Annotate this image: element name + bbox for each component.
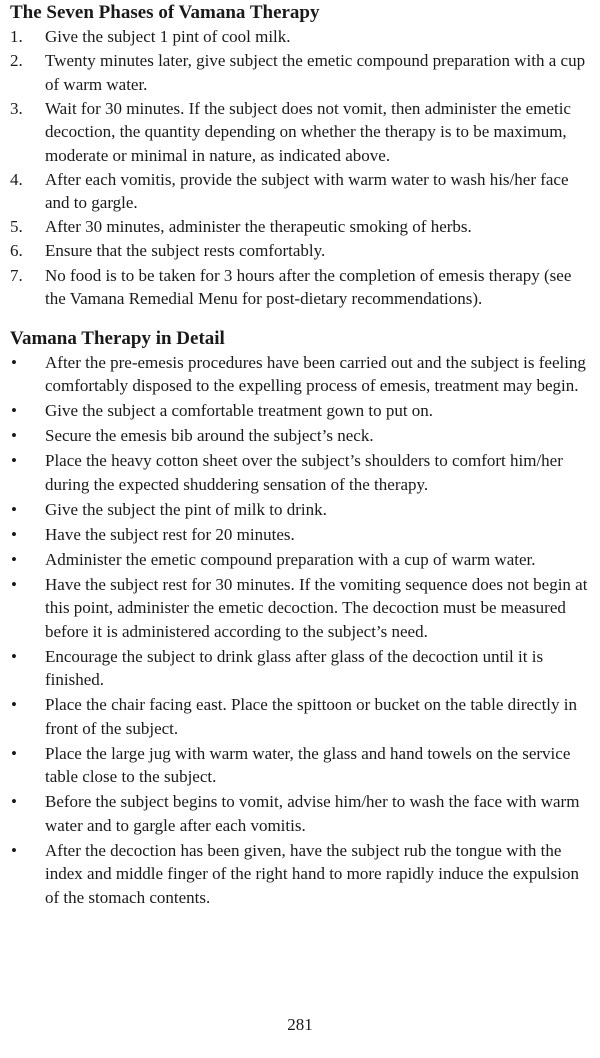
phase-number: 2. xyxy=(10,51,23,71)
detail-item xyxy=(10,424,596,448)
bullet-icon: • xyxy=(11,743,17,763)
bullet-icon: • xyxy=(11,840,17,860)
detail-text: Secure the emesis bib around the subject’s neck. xyxy=(45,426,374,446)
bullet-icon: • xyxy=(11,549,17,569)
phase-item xyxy=(10,97,596,168)
phase-text: Twenty minutes later, give subject the emetic compound preparation with a cup of warm water. xyxy=(45,51,586,94)
detail-item xyxy=(10,693,596,740)
phase-text: No food is to be taken for 3 hours after the completion of emesis therapy (see the Vamana Remedial Menu for post-dietary recommendations). xyxy=(45,265,572,309)
detail-text: Place the large jug with warm water, the glass and hand towels on the service table close to the subject. xyxy=(45,743,571,787)
phase-text: Give the subject 1 pint of cool milk. xyxy=(45,27,291,46)
phase-number: 3. xyxy=(10,98,23,118)
phase-text: After 30 minutes, administer the therapeutic smoking of herbs. xyxy=(45,217,472,237)
bullet-icon: • xyxy=(11,646,17,666)
phase-text: After each vomitis, provide the subject with warm water to wash his/her face and to gargle. xyxy=(45,169,569,213)
detail-text: Give the subject a comfortable treatment gown to put on. xyxy=(45,401,434,421)
phase-number: 5. xyxy=(10,217,23,237)
detail-text: Give the subject the pint of milk to drink. xyxy=(45,499,327,519)
phase-item xyxy=(10,264,596,311)
phase-number: 1. xyxy=(10,27,23,46)
detail-item xyxy=(10,645,596,692)
detail-text: Before the subject begins to vomit, advise him/her to wash the face with warm water and to gargle after each vomitis. xyxy=(45,792,580,835)
section-heading-seven-phases: The Seven Phases of Vamana Therapy xyxy=(10,2,320,23)
phase-number: 4. xyxy=(10,169,23,189)
phases-list xyxy=(10,25,596,311)
bullet-icon: • xyxy=(11,401,17,421)
detail-item xyxy=(10,498,596,522)
document-page xyxy=(10,0,596,911)
detail-item xyxy=(10,351,596,398)
phase-text: Wait for 30 minutes. If the subject does not vomit, then administer the emetic decoction, the quantity depending on whether the therapy is to be maximum, moderate or minimal in nature, as indicated above. xyxy=(45,98,571,165)
bullet-icon: • xyxy=(11,352,17,372)
bullet-icon: • xyxy=(11,499,17,519)
phase-item xyxy=(10,25,596,49)
bullet-icon: • xyxy=(11,426,17,446)
phase-item xyxy=(10,239,596,263)
detail-item xyxy=(10,573,596,644)
detail-item xyxy=(10,449,596,496)
detail-item xyxy=(10,742,596,789)
detail-text: After the pre-emesis procedures have been carried out and the subject is feeling comfortably disposed to the expelling process of emesis, treatment may begin. xyxy=(45,352,586,396)
detail-item xyxy=(10,790,596,837)
detail-list xyxy=(10,351,596,910)
detail-text: Place the chair facing east. Place the spittoon or bucket on the table directly in front of the subject. xyxy=(45,695,578,738)
detail-item xyxy=(10,399,596,423)
detail-text: Administer the emetic compound preparation with a cup of warm water. xyxy=(45,549,536,569)
detail-item xyxy=(10,548,596,572)
phase-item xyxy=(10,49,596,96)
detail-text: Have the subject rest for 30 minutes. If the vomiting sequence does not begin at this point, administer the emetic decoction. The decoction must be measured before it is administered according to the subject’s need. xyxy=(45,574,588,641)
detail-text: After the decoction has been given, have the subject rub the tongue with the index and middle finger of the right hand to more rapidly induce the expulsion of the stomach contents. xyxy=(45,840,579,907)
detail-text: Encourage the subject to drink glass after glass of the decoction until it is finished. xyxy=(45,646,544,690)
detail-item xyxy=(10,523,596,547)
bullet-icon: • xyxy=(11,451,17,471)
detail-text: Place the heavy cotton sheet over the subject’s shoulders to comfort him/her during the expected shuddering sensation of the therapy. xyxy=(45,451,563,494)
phase-item xyxy=(10,168,596,215)
detail-item xyxy=(10,839,596,910)
phase-number: 6. xyxy=(10,241,23,261)
section-heading-therapy-detail: Vamana Therapy in Detail xyxy=(10,327,225,349)
bullet-icon: • xyxy=(11,695,17,715)
page-number: 281 xyxy=(287,1015,313,1034)
bullet-icon: • xyxy=(11,792,17,812)
bullet-icon: • xyxy=(11,574,17,594)
detail-text: Have the subject rest for 20 minutes. xyxy=(45,524,295,544)
phase-text: Ensure that the subject rests comfortably. xyxy=(45,241,326,261)
bullet-icon: • xyxy=(11,524,17,544)
phase-item xyxy=(10,215,596,239)
phase-number: 7. xyxy=(10,265,23,285)
